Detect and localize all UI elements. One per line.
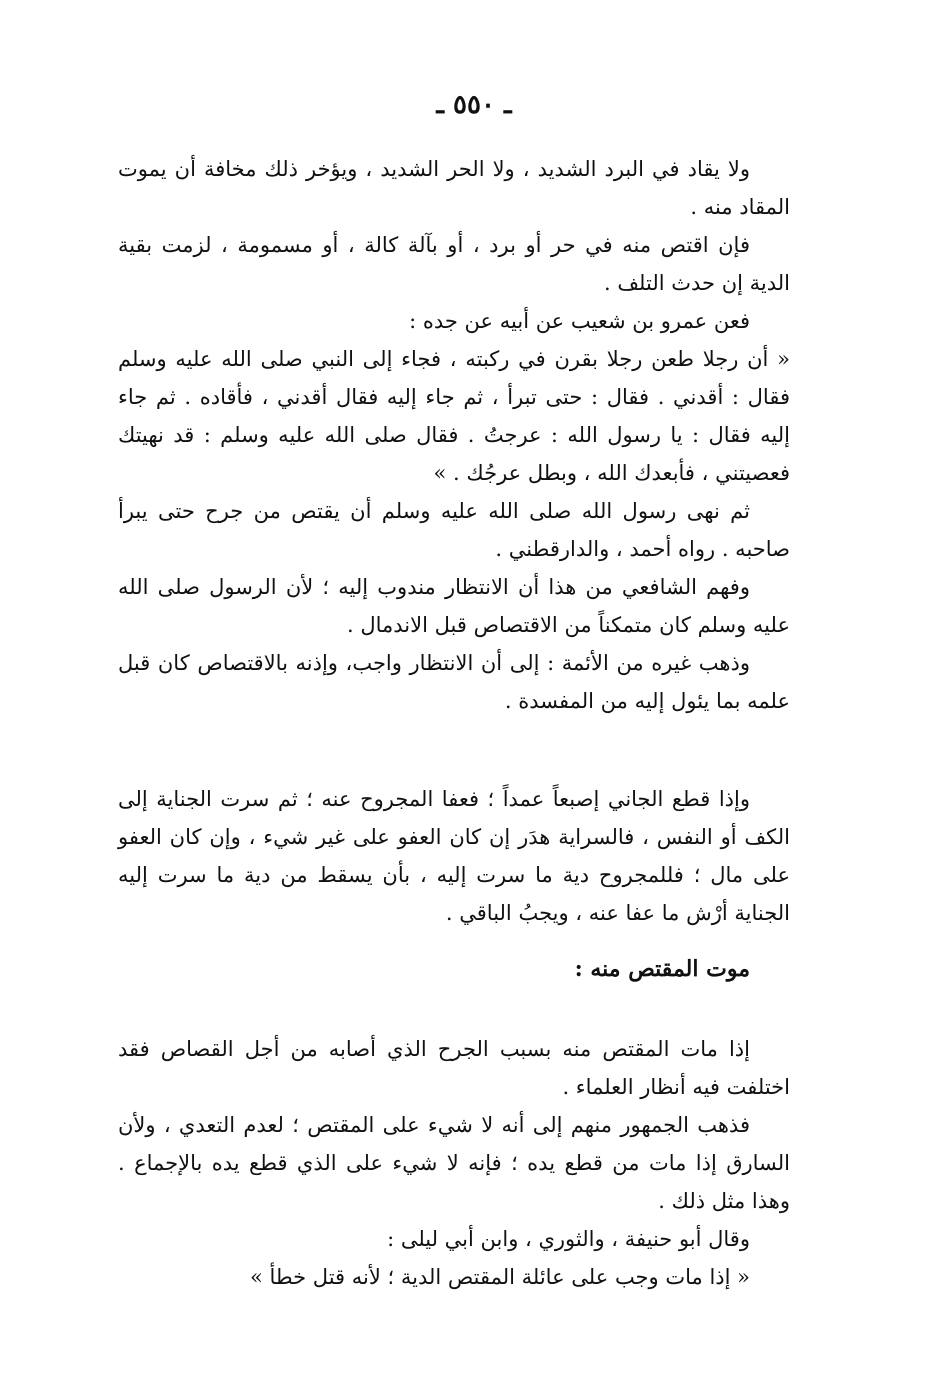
paragraph: فإن اقتص منه في حر أو برد ، أو بآلة كالة ، أو مسمومة ، لزمت بقية الدية إن حدث التلف . (118, 233, 790, 295)
paragraph: وقال أبو حنيفة ، والثوري ، وابن أبي ليلى : (387, 1227, 750, 1251)
section-heading: موت المقتص منه : (574, 956, 750, 982)
paragraph: ولا يقاد في البرد الشديد ، ولا الحر الشديد ، ويؤخر ذلك مخافة أن يموت المقاد منه . (118, 157, 790, 219)
paragraph: فعن عمرو بن شعيب عن أبيه عن جده : (409, 309, 750, 333)
section-sirayah (118, 780, 790, 932)
section-death-of-retaliated (118, 1030, 790, 1296)
paragraph: إذا مات المقتص منه بسبب الجرح الذي أصابه من أجل القصاص فقد اختلفت فيه أنظار العلماء . (118, 1037, 790, 1099)
hadith-quote: « أن رجلا طعن رجلا بقرن في ركبته ، فجاء إلى النبي صلى الله عليه وسلم فقال : أقدني . فقال : حتى تبرأ ، ثم جاء إليه فقال أقدني ، فأقاده . ثم جاء إليه فقال : يا رسول الله : عرجتُ . فقال صلى الله عليه وسلم : قد نهيتك فعصيتني ، فأبعدك الله ، وبطل عرجُك . » (118, 347, 790, 485)
paragraph: وفهم الشافعي من هذا أن الانتظار مندوب إليه ؛ لأن الرسول صلى الله عليه وسلم كان متمكناً من الاقتصاص قبل الاندمال . (118, 575, 790, 637)
section-heading-block (118, 950, 790, 988)
paragraph: فذهب الجمهور منهم إلى أنه لا شيء على المقتص ؛ لعدم التعدي ، ولأن السارق إذا مات من قطع يده ؛ فإنه لا شيء على الذي قطع يده بالإجماع . وهذا مثل ذلك . (118, 1113, 790, 1213)
hadith-quote: « إذا مات وجب على عائلة المقتص الدية ؛ لأنه قتل خطأ » (249, 1265, 750, 1289)
page-number: ـ ٥٥٠ ـ (436, 90, 512, 120)
section-qisas-timing (118, 150, 790, 720)
paragraph: وإذا قطع الجاني إصبعاً عمداً ؛ فعفا المجروح عنه ؛ ثم سرت الجناية إلى الكف أو النفس ، فالسراية هدَر إن كان العفو على غير شيء ، وإن كان العفو على مال ؛ فللمجروح دية ما سرت إليه ، بأن يسقط من دية ما سرت إليه الجناية أرْش ما عفا عنه ، ويجبُ الباقي . (118, 787, 790, 925)
paragraph: ثم نهى رسول الله صلى الله عليه وسلم أن يقتص من جرح حتى يبرأ صاحبه . رواه أحمد ، والدارقطني . (118, 499, 790, 561)
paragraph: وذهب غيره من الأئمة : إلى أن الانتظار واجب، وإذنه بالاقتصاص كان قبل علمه بما يئول إليه من المفسدة . (118, 651, 790, 713)
